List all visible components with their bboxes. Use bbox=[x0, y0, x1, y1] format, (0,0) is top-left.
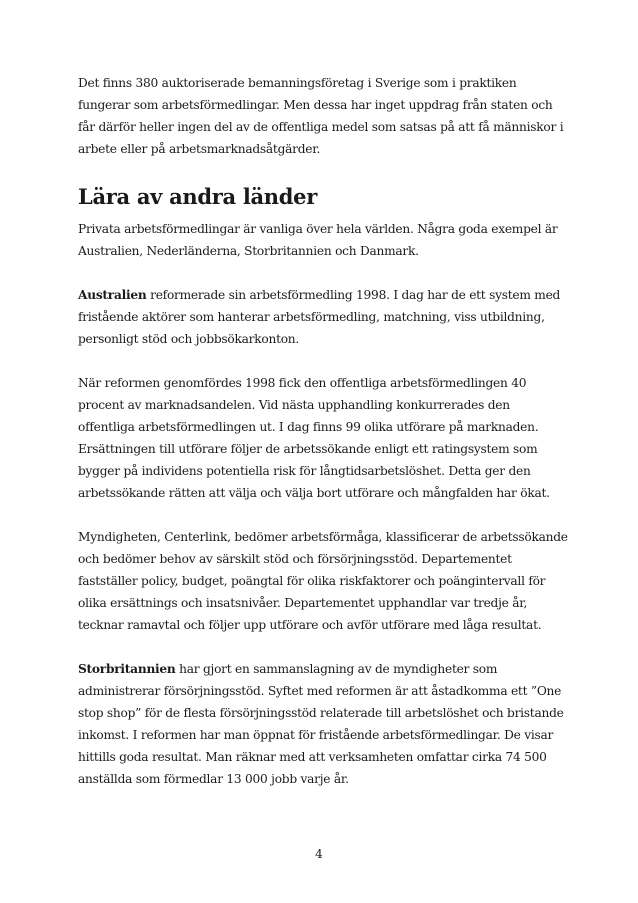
uk-paragraph bbox=[78, 658, 570, 790]
intro-paragraph: Det finns 380 auktoriserade bemanningsföretag i Sverige som i praktiken fungerar som arbetsförmedlingar. Men dessa har inget uppdrag från staten och får därför heller ingen del av de offentliga medel som satsas på att få människor i arbete eller på arbetsmarknadsåtgärder. bbox=[78, 76, 564, 156]
page-content bbox=[78, 72, 570, 790]
uk-label: Storbritannien bbox=[78, 662, 176, 676]
australia-paragraph bbox=[78, 284, 570, 350]
centerlink-paragraph: Myndigheten, Centerlink, bedömer arbetsförmåga, klassificerar de arbetssökande och bedömer behov av särskilt stöd och försörjningsstöd. Departementet fastställer policy, budget, poängtal för olika riskfaktorer och poängintervall för olika ersättnings och insatsnivåer. Departementet upphandlar var tredje år, tecknar ramavtal och följer upp utförare och avför utförare med låga resultat. bbox=[78, 530, 568, 632]
australia-text: reformerade sin arbetsförmedling 1998. I dag har de ett system med fristående aktörer som hanterar arbetsförmedling, matchning, viss utbildning, personligt stöd och jobbsökarkonton. bbox=[78, 288, 561, 346]
section-heading: Lära av andra länder bbox=[78, 184, 317, 209]
reform-paragraph: När reformen genomfördes 1998 fick den offentliga arbetsförmedlingen 40 procent av marknadsandelen. Vid nästa upphandling konkurrerades den offentliga arbetsförmedlingen ut. I dag finns 99 olika utförare på marknaden. Ersättningen till utförare följer de arbetssökande enligt ett ratingsystem som bygger på individens potentiella risk för långtidsarbetslöshet. Detta ger den arbetssökande rätten att välja och välja bort utförare och mångfalden har ökat. bbox=[78, 376, 550, 500]
uk-text: har gjort en sammanslagning av de myndigheter som administrerar försörjningsstöd. Syftet med reformen är att åstadkomma ett ”One stop shop” för de flesta försörjningsstöd relaterade till arbetslöshet och bristande inkomst. I reformen har man öppnat för fristående arbetsförmedlingar. De visar hittills goda resultat. Man räknar med att verksamheten omfattar cirka 74 500 anställda som förmedlar 13 000 jobb varje år. bbox=[78, 662, 564, 786]
australia-label: Australien bbox=[78, 288, 147, 302]
lead-paragraph: Privata arbetsförmedlingar är vanliga över hela världen. Några goda exempel är Australien, Nederländerna, Storbritannien och Danmark. bbox=[78, 222, 558, 258]
page-number: 4 bbox=[315, 847, 323, 861]
